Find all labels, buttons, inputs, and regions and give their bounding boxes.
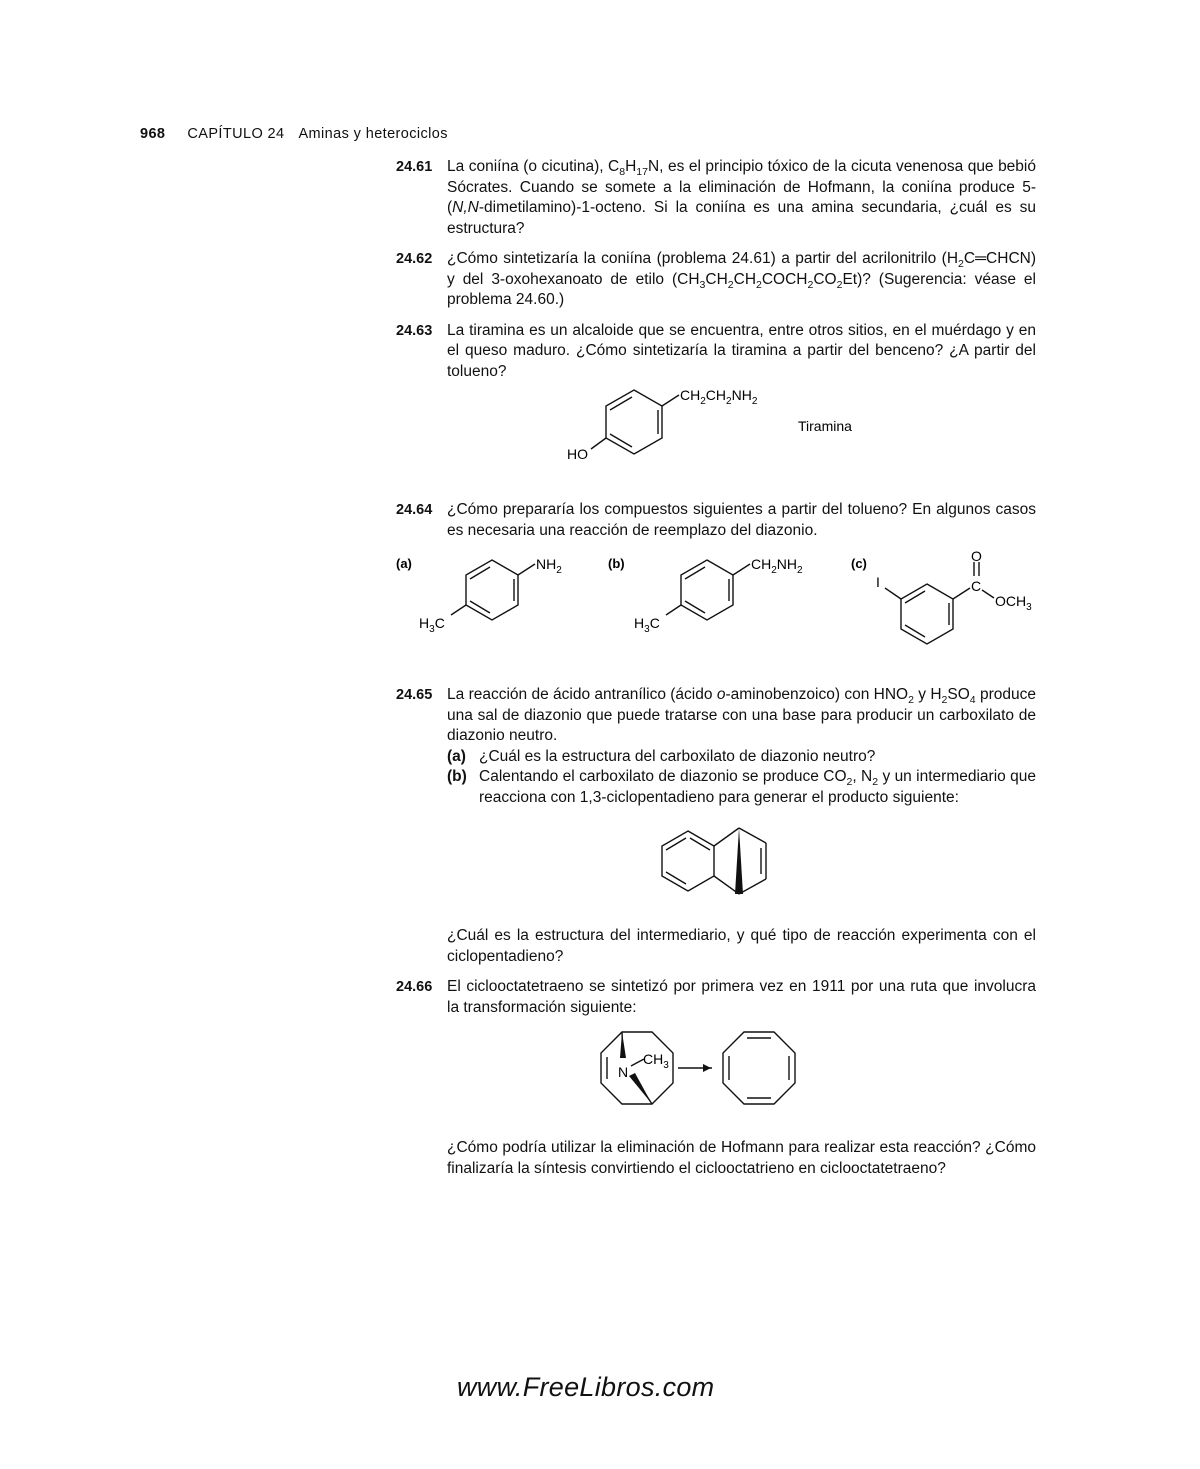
svg-text:CH2NH2: $CH_2NH_2$ [751,556,803,576]
watermark: www.FreeLibros.com [457,1372,715,1402]
svg-text:CH3: $CH_3$ [643,1051,669,1071]
problem-24-65-question [396,926,1036,967]
svg-text:O: O [971,551,982,564]
chapter-label: CAPÍTULO 24 [187,126,285,142]
page-number: 968 [140,126,166,142]
problem-number: 24.62 [396,251,433,267]
problem-number: 24.65 [396,687,433,703]
svg-text:NH2: $NH_2$ [536,556,562,576]
problem-number: 24.61 [396,159,433,175]
problem-text: La tiramina es un alcaloide que se encuentra, entre otros sitios, en el muérdago y en el queso maduro. ¿Cómo sintetizaría la tiramina a partir del benceno? ¿A partir del tolueno? [447,321,1036,380]
page-header [140,126,448,142]
chapter-title: Aminas y heterociclos [298,126,448,142]
subpart-b: (b) Calentando el carboxilato de diazonio se produce $CO_2$, $N_2$ y un intermediario que reacciona con 1,3-ciclopentadieno para generar el producto siguiente: [447,768,1036,806]
tyramine-structure [396,386,1036,476]
problem-number: 24.64 [396,502,433,518]
problem-text: ¿Cómo sintetizaría la coniína (problema 24.61) a partir del acrilonitrilo $(H_2C═CHCN)$ y del 3-oxohexanoato de etilo $(CH_3CH_2CH_2COCH_2CO_2Et)$? (Sugerencia: véase el problema 24.60.) [447,250,1036,308]
problem-number: 24.63 [396,322,433,339]
problem-24-61 [396,157,1036,239]
label-c: (c) [851,556,867,571]
problem-text: La reacción de ácido antranílico (ácido o-aminobenzoico) con $HNO_2$ y $H_2SO_4$ produce una sal de diazonio que puede tratarse con una base para producir un carboxilato de diazonio neutro. [447,686,1036,744]
subpart-a: (a) ¿Cuál es la estructura del carboxilato de diazonio neutro? [447,747,876,765]
problem-24-66 [396,977,1036,1018]
problem-text: La coniína (o cicutina), $C_8H_{17}N$, es el principio tóxico de la cicuta venenosa que bebió Sócrates. Cuando se somete a la eliminación de Hofmann, la coniína produce 5-(N,N-dimetilamino)-1-octeno. Si la coniína es una amina secundaria, ¿cuál es su estructura? [447,158,1036,237]
problem-24-66-question [396,1138,1036,1179]
problem-24-64 [396,500,1036,541]
problem-text: El ciclooctatetraeno se sintetizó por primera vez en 1911 por una ruta que involucra la transformación siguiente: [447,978,1036,1016]
label-b: (b) [608,556,625,571]
svg-text:OCH3: $OCH_3$ [995,593,1032,613]
problem-text: ¿Cómo prepararía los compuestos siguientes a partir del tolueno? En algunos casos es necesaria una reacción de reemplazo del diazonio. [447,501,1036,539]
problem-24-65 [396,685,1036,808]
svg-text:CH2CH2NH2: $CH_2CH_2NH_2$ [680,387,758,407]
question-text: ¿Cuál es la estructura del intermediario, y qué tipo de reacción experimenta con el ciclopentadieno? [447,927,1036,965]
problem-number: 24.66 [396,979,433,995]
compounds-a-b-c [396,551,1036,661]
cyclooctatetraene-synthesis [396,1028,1036,1118]
label-a: (a) [396,556,412,571]
svg-text:I: I [876,574,880,590]
problem-24-62 [396,249,1036,311]
svg-text:H3C: $H_3C$ [634,615,660,635]
svg-text:H3C: $H_3C$ [419,615,445,635]
compound-name: Tiramina [798,418,852,434]
problem-list [396,157,1036,1189]
svg-text:C: C [971,578,982,594]
svg-text:N: N [618,1064,629,1080]
hydroxyl-label: HO [567,446,588,462]
problem-24-63 [396,321,1036,383]
benzonorbornadiene-structure [396,818,1036,908]
question-text: ¿Cómo podría utilizar la eliminación de Hofmann para realizar esta reacción? ¿Cómo finalizaría la síntesis convirtiendo el ciclooctatrieno en ciclooctatetraeno? [447,1139,1036,1177]
